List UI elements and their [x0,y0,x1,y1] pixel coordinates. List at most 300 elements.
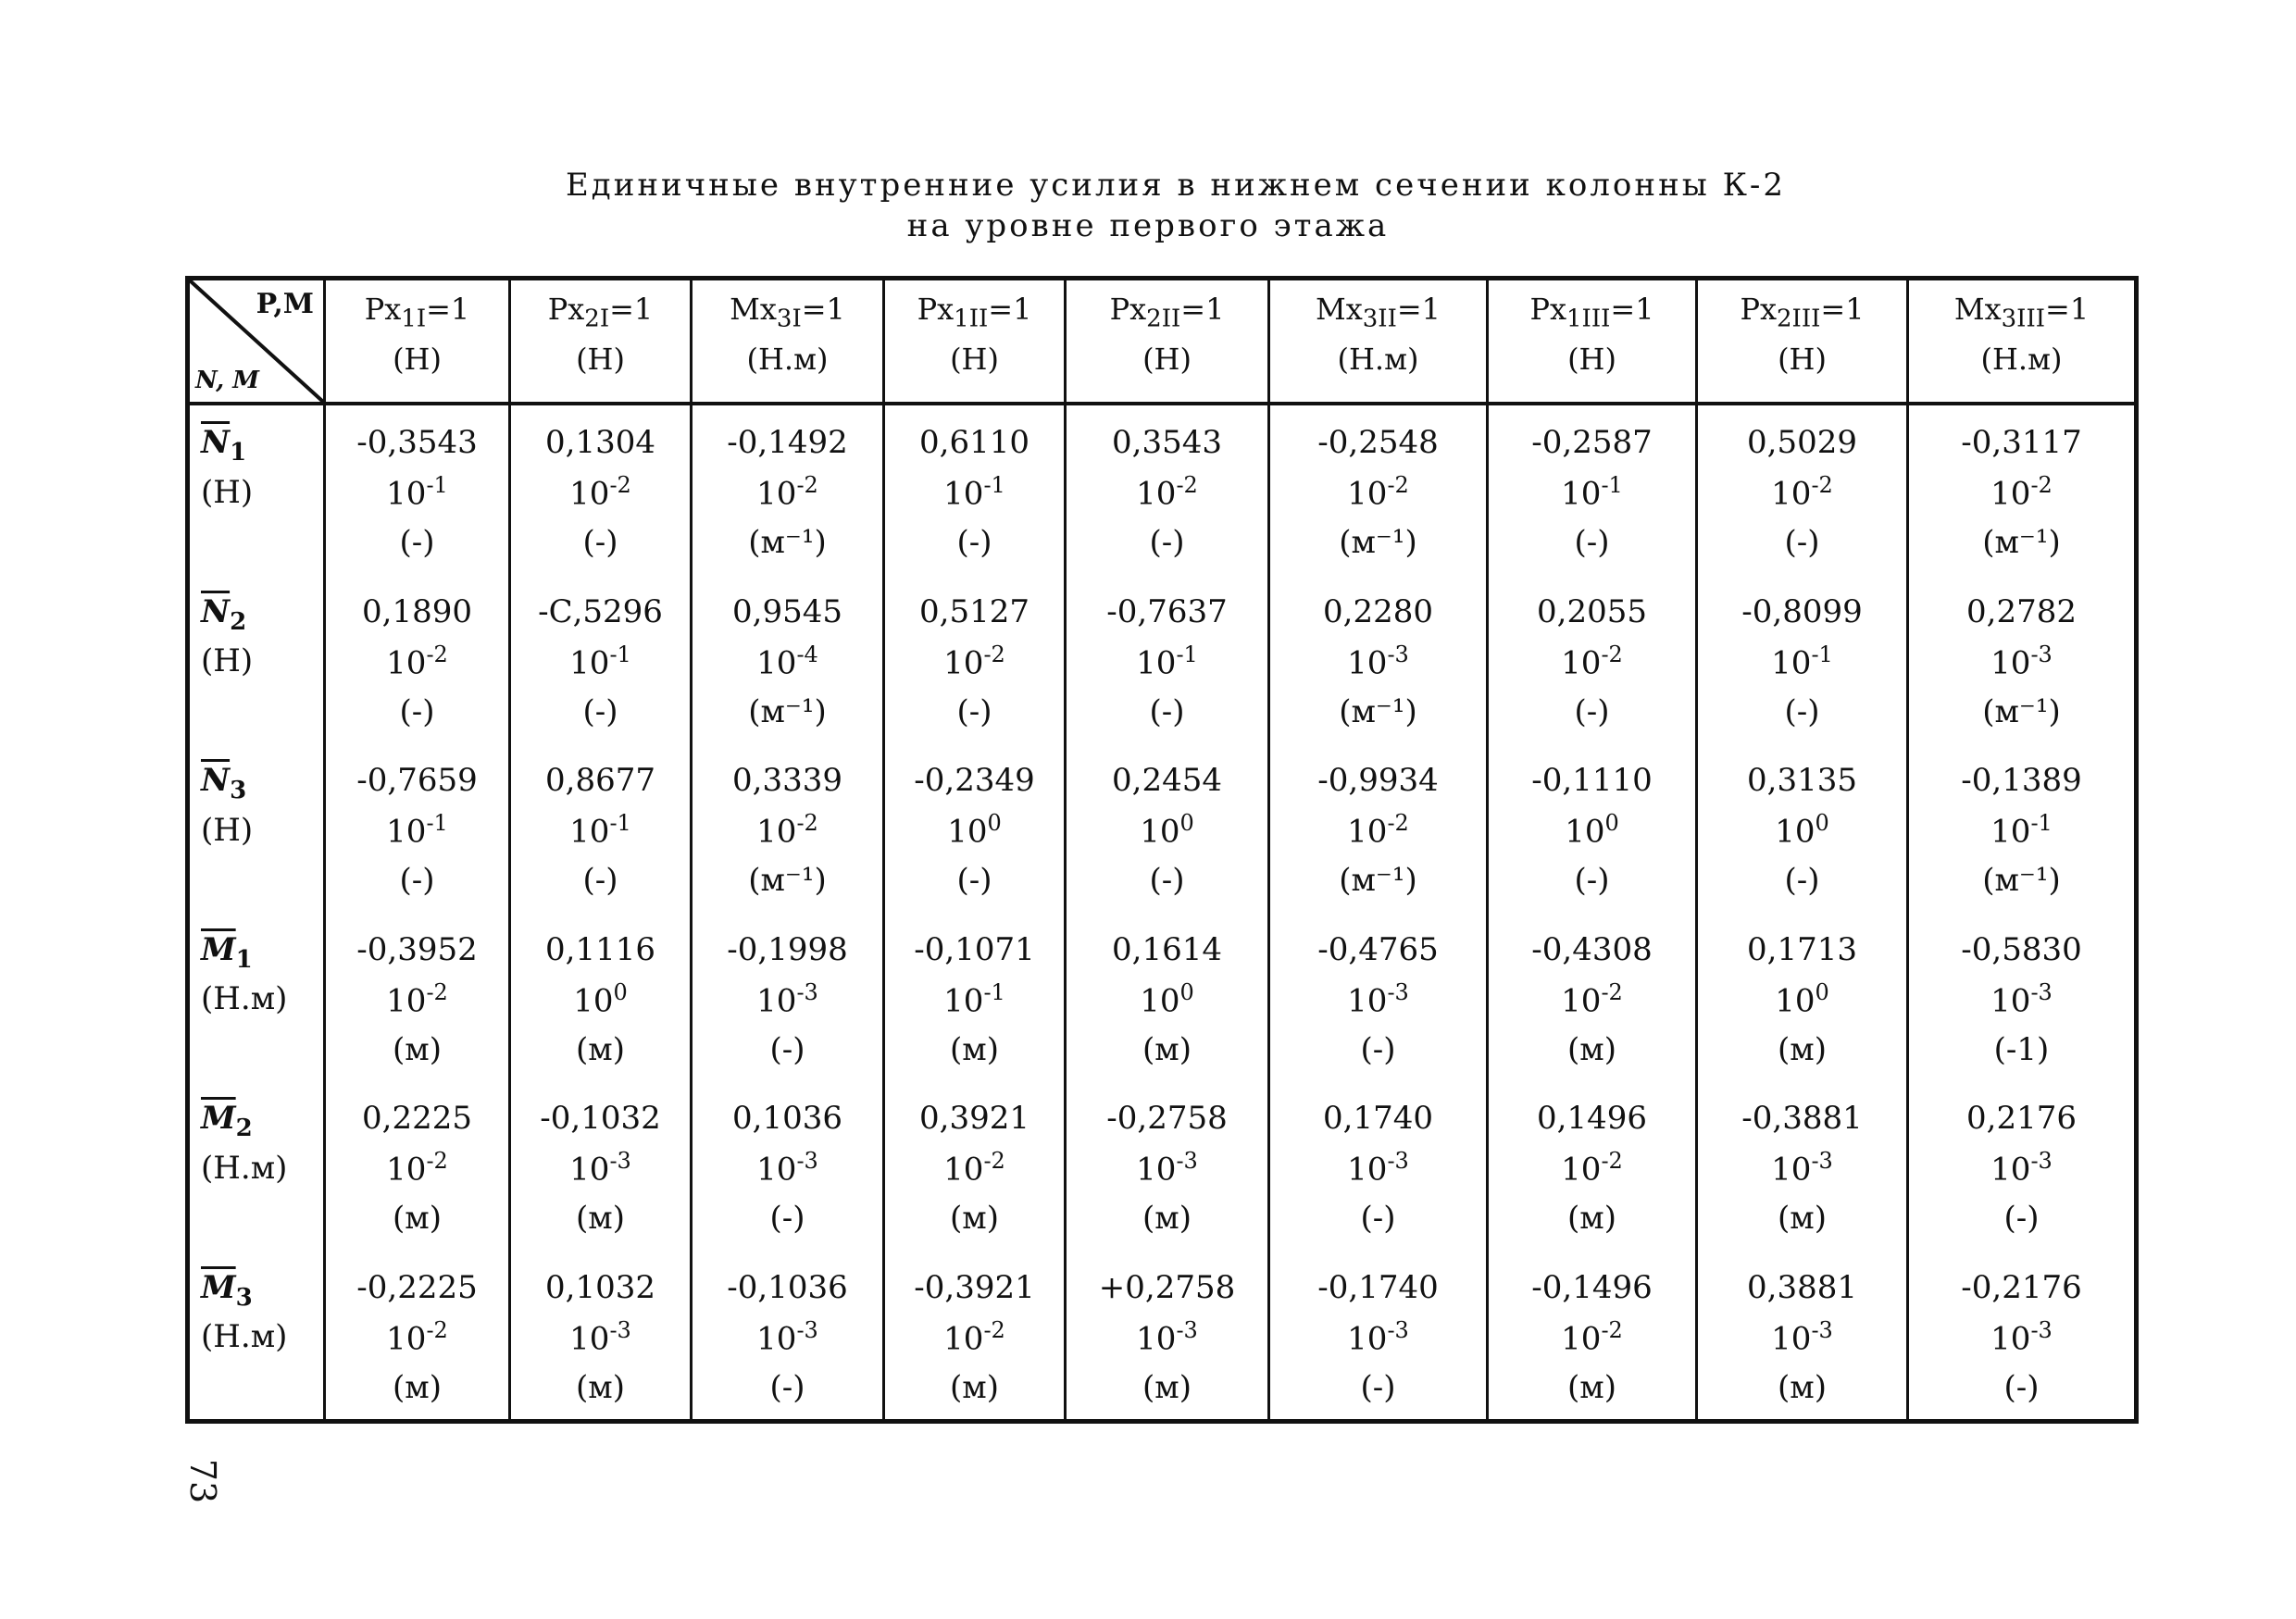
table-cell [1267,1251,1486,1420]
cell-multiplier [1067,468,1267,524]
cell-multiplier [511,806,690,862]
cell-multiplier [885,1144,1064,1200]
multiplier-exponent: -3 [796,1148,818,1174]
multiplier-base: 10 [943,1319,984,1357]
cell-multiplier [1067,806,1267,862]
row-symbol [201,1100,323,1142]
row-symbol [201,593,323,636]
cell-value: -0,3881 [1741,1100,1863,1137]
multiplier-exponent: -2 [983,641,1005,667]
title-line-1: Единичные внутренние усилия в нижнем сечении колонны К-2 [565,167,1787,204]
table-cell [1064,1081,1267,1251]
table-cell [690,1251,882,1420]
table-cell [1486,405,1695,575]
column-header-unit: (Н) [950,342,999,378]
multiplier-base: 10 [1561,981,1602,1019]
cell-value: 0,8677 [545,762,655,799]
multiplier-exponent: -3 [1811,1148,1833,1174]
multiplier-exponent: -3 [796,978,818,1005]
multiplier-exponent: -2 [1387,810,1409,836]
cell-dimension: (-) [1784,692,1820,730]
row-unit: (Н) [201,642,254,680]
multiplier-exponent: -3 [1176,1148,1198,1174]
cell-multiplier [511,638,690,693]
column-header [1695,280,1906,405]
multiplier-exponent: -2 [609,472,631,498]
multiplier-base: 10 [1771,1151,1812,1189]
table-cell [1906,1081,2134,1251]
multiplier-base: 10 [1565,813,1605,851]
cell-dimension: (-) [1784,524,1820,561]
load-symbol: Px [1109,292,1147,327]
multiplier-exponent: -1 [983,472,1005,498]
multiplier-exponent: -2 [1601,1148,1623,1174]
cell-value: 0,1032 [545,1268,655,1306]
cell-dimension: (-) [2003,1200,2040,1237]
load-symbol: Px [547,292,585,327]
load-subscript: 2II [1146,305,1181,333]
cell-value: 0,3543 [1112,424,1222,461]
table-cell [882,575,1064,744]
cell-value: -0,1071 [914,930,1035,968]
table-cell [323,1081,508,1251]
cell-dimension: (м⁻¹) [1339,862,1417,899]
multiplier-exponent: -2 [1601,978,1623,1005]
cell-multiplier [885,806,1064,862]
cell-dimension: (м) [1778,1030,1827,1068]
multiplier-base: 10 [1561,1151,1602,1189]
table-cell [1906,913,2134,1082]
cell-multiplier [1698,638,1906,693]
cell-multiplier [885,976,1064,1031]
cell-multiplier [693,1144,882,1200]
multiplier-exponent: 0 [1179,810,1194,836]
table-cell [508,743,690,913]
cell-value: -0,1036 [727,1268,848,1306]
cell-value: 0,1614 [1112,930,1222,968]
multiplier-base: 10 [1561,475,1602,513]
column-header [1267,280,1486,405]
cell-dimension: (м) [1567,1030,1616,1068]
cell-dimension: (м) [1142,1368,1192,1406]
multiplier-exponent: 0 [987,810,1002,836]
cell-multiplier [885,638,1064,693]
table-cell [1267,913,1486,1082]
multiplier-exponent: -2 [426,1316,448,1343]
cell-value: -0,1998 [727,930,848,968]
cell-value: -0,4308 [1531,930,1653,968]
multiplier-base: 10 [1347,643,1388,681]
table-cell [690,913,882,1082]
cell-value: 0,5029 [1747,424,1857,461]
cell-dimension: (-) [1360,1368,1396,1406]
load-subscript: 2III [1777,305,1821,333]
table-cell [323,1251,508,1420]
row-symbol-index: 1 [230,438,247,467]
load-symbol: Px [1740,292,1778,327]
cell-multiplier [1489,806,1695,862]
cell-dimension: (-) [1574,524,1610,561]
table-cell [1064,575,1267,744]
cell-value: 0,2782 [1966,592,2077,630]
cell-value: 0,1116 [545,930,655,968]
row-label [190,1251,323,1420]
cell-multiplier [1698,1314,1906,1369]
multiplier-base: 10 [1136,1319,1177,1357]
row-symbol-letter: $\overline{N}$ [201,762,231,799]
load-symbol: Mx [1315,292,1363,327]
cell-dimension: (м) [950,1368,999,1406]
cell-multiplier [326,1144,508,1200]
column-header-load [326,292,508,332]
column-header-unit: (Н.м) [1337,342,1419,378]
multiplier-base: 10 [1347,1319,1388,1357]
cell-dimension: (-) [1149,692,1185,730]
cell-multiplier [1909,638,2134,693]
table-cell [508,913,690,1082]
cell-value: -0,1496 [1531,1268,1653,1306]
column-header [1486,280,1695,405]
cell-dimension: (м) [1567,1200,1616,1237]
table-cell [323,405,508,575]
row-unit: (Н.м) [201,1318,288,1356]
cell-multiplier [1909,806,2134,862]
cell-dimension: (м) [950,1200,999,1237]
corner-label-loads: P,M [256,288,314,320]
cell-value: 0,1713 [1747,930,1857,968]
column-header [690,280,882,405]
multiplier-base: 10 [756,475,797,513]
cell-dimension: (м) [393,1030,442,1068]
column-header [508,280,690,405]
cell-dimension: (-) [1784,862,1820,899]
column-header-load [1698,292,1906,332]
load-equals: =1 [2045,292,2090,327]
multiplier-base: 10 [573,981,614,1019]
multiplier-base: 10 [386,1151,427,1189]
cell-value: -0,7659 [356,762,478,799]
cell-multiplier [1270,806,1486,862]
cell-multiplier [693,638,882,693]
table-cell [1064,1251,1267,1420]
multiplier-exponent: -1 [609,641,631,667]
column-header-unit: (Н.м) [746,342,829,378]
multiplier-base: 10 [1771,1319,1812,1357]
load-equals: =1 [1396,292,1441,327]
cell-dimension: (-) [1360,1200,1396,1237]
multiplier-base: 10 [386,475,427,513]
table-cell [882,913,1064,1082]
cell-value: 0,6110 [919,424,1029,461]
cell-value: -0,1110 [1531,762,1653,799]
cell-multiplier [1067,976,1267,1031]
multiplier-base: 10 [386,643,427,681]
multiplier-base: 10 [1771,643,1812,681]
multiplier-exponent: -3 [1176,1316,1198,1343]
cell-multiplier [1489,638,1695,693]
cell-value: -0,4765 [1317,930,1439,968]
cell-multiplier [693,806,882,862]
cell-value: -0,2176 [1961,1268,2082,1306]
cell-value: 0,1890 [362,592,472,630]
column-header-unit: (Н) [1567,342,1616,378]
multiplier-exponent: -4 [796,641,818,667]
cell-multiplier [1698,468,1906,524]
multiplier-exponent: -1 [2030,810,2053,836]
cell-value: 0,1496 [1537,1100,1647,1137]
multiplier-base: 10 [756,813,797,851]
load-symbol: Px [1529,292,1567,327]
multiplier-exponent: -3 [609,1316,631,1343]
cell-dimension: (м⁻¹) [748,524,827,561]
table-cell [1064,405,1267,575]
multiplier-base: 10 [1140,813,1180,851]
table-cell [1267,1081,1486,1251]
table-cell [1695,405,1906,575]
cell-multiplier [1270,468,1486,524]
cell-dimension: (м⁻¹) [1339,524,1417,561]
cell-multiplier [1909,1144,2134,1200]
multiplier-base: 10 [1771,475,1812,513]
cell-value: -0,2225 [356,1268,478,1306]
multiplier-exponent: -1 [426,472,448,498]
cell-multiplier [326,638,508,693]
cell-dimension: (м) [1778,1200,1827,1237]
cell-multiplier [326,468,508,524]
row-symbol-index: 2 [230,607,247,636]
row-symbol-index: 3 [230,776,247,804]
multiplier-base: 10 [1990,1151,2031,1189]
cell-value: 0,3921 [919,1100,1029,1137]
column-header [882,280,1064,405]
cell-value: -0,3921 [914,1268,1035,1306]
multiplier-exponent: -2 [426,978,448,1005]
table-cell [508,405,690,575]
cell-value: 0,2055 [1537,592,1647,630]
table-cell [1906,405,2134,575]
multiplier-exponent: -2 [1601,641,1623,667]
page-title [0,165,2296,246]
forces-table [185,276,2139,1424]
cell-value: 0,3135 [1747,762,1857,799]
table-cell [690,405,882,575]
table-cell [1486,743,1695,913]
load-symbol: Px [917,292,955,327]
table-cell [690,575,882,744]
column-header-load [693,292,882,332]
cell-dimension: (м⁻¹) [1982,862,2061,899]
row-symbol [201,1269,323,1312]
cell-multiplier [1067,638,1267,693]
cell-dimension: (-) [1360,1030,1396,1068]
row-symbol-letter: $\overline{N}$ [201,424,231,461]
multiplier-exponent: -2 [1601,1316,1623,1343]
cell-multiplier [1270,976,1486,1031]
row-label [190,1081,323,1251]
table-cell [882,405,1064,575]
row-symbol-letter: $\overline{M}$ [201,1100,236,1137]
cell-value: 0,1304 [545,424,655,461]
multiplier-base: 10 [1990,1319,2031,1357]
multiplier-exponent: -2 [2030,472,2053,498]
row-symbol-letter: $\overline{M}$ [201,1268,236,1306]
cell-dimension: (-) [2003,1368,2040,1406]
multiplier-exponent: -2 [1176,472,1198,498]
row-unit: (Н.м) [201,1149,288,1187]
cell-value: -0,3117 [1961,424,2082,461]
multiplier-base: 10 [943,475,984,513]
cell-value: -С,5296 [538,592,663,630]
row-unit: (Н.м) [201,980,288,1018]
load-symbol: Mx [730,292,777,327]
cell-value: 0,3339 [732,762,842,799]
multiplier-exponent: -3 [2030,641,2053,667]
multiplier-exponent: -3 [1387,978,1409,1005]
cell-dimension: (м) [1778,1368,1827,1406]
multiplier-exponent: -1 [426,810,448,836]
multiplier-exponent: 0 [1815,978,1829,1005]
load-equals: =1 [426,292,470,327]
column-header-unit: (Н) [576,342,625,378]
cell-value: -0,2548 [1317,424,1439,461]
table-cell [882,1251,1064,1420]
table-cell [1486,913,1695,1082]
multiplier-base: 10 [1561,1319,1602,1357]
multiplier-exponent: -3 [609,1148,631,1174]
column-header-load [1489,292,1695,332]
load-subscript: 3I [776,305,802,333]
multiplier-exponent: 0 [1604,810,1619,836]
cell-multiplier [1270,638,1486,693]
cell-value: 0,5127 [919,592,1029,630]
table-cell [323,575,508,744]
cell-multiplier [1489,976,1695,1031]
column-header-load [885,292,1064,332]
multiplier-exponent: 0 [1815,810,1829,836]
multiplier-base: 10 [1347,1151,1388,1189]
table-cell [508,1251,690,1420]
cell-value: 0,2280 [1323,592,1433,630]
multiplier-exponent: -3 [796,1316,818,1343]
multiplier-exponent: -3 [1387,1148,1409,1174]
multiplier-base: 10 [1347,813,1388,851]
load-subscript: 1III [1566,305,1611,333]
load-subscript: 2I [584,305,610,333]
multiplier-base: 10 [569,1151,610,1189]
table-cell [508,1081,690,1251]
cell-multiplier [885,1314,1064,1369]
row-label [190,913,323,1082]
cell-multiplier [1698,1144,1906,1200]
cell-value: -0,2758 [1106,1100,1228,1137]
table-cell [1906,743,2134,913]
cell-value: -0,1492 [727,424,848,461]
cell-dimension: (-) [1574,692,1610,730]
cell-value: 0,2225 [362,1100,472,1137]
cell-dimension: (м) [576,1200,625,1237]
table-cell [1486,575,1695,744]
multiplier-exponent: 0 [613,978,628,1005]
load-subscript: 1II [954,305,989,333]
multiplier-exponent: -1 [983,978,1005,1005]
row-symbol-letter: $\overline{N}$ [201,592,231,630]
multiplier-exponent: -2 [1811,472,1833,498]
row-symbol-index: 3 [235,1283,253,1312]
cell-value: -0,8099 [1741,592,1863,630]
row-unit: (Н) [201,811,254,849]
cell-multiplier [693,976,882,1031]
multiplier-exponent: -3 [2030,978,2053,1005]
cell-dimension: (-) [956,692,992,730]
table-cell [1695,1081,1906,1251]
cell-multiplier [1489,1314,1695,1369]
cell-dimension: (-) [769,1368,805,1406]
multiplier-exponent: -1 [1601,472,1623,498]
multiplier-exponent: -2 [1387,472,1409,498]
cell-multiplier [1489,1144,1695,1200]
multiplier-base: 10 [1347,981,1388,1019]
multiplier-base: 10 [569,643,610,681]
multiplier-base: 10 [1136,643,1177,681]
cell-multiplier [1698,806,1906,862]
multiplier-exponent: -1 [1176,641,1198,667]
cell-multiplier [1270,1144,1486,1200]
multiplier-base: 10 [386,813,427,851]
cell-dimension: (-) [399,524,435,561]
cell-multiplier [326,1314,508,1369]
cell-dimension: (м) [950,1030,999,1068]
multiplier-base: 10 [947,813,988,851]
multiplier-exponent: -2 [983,1316,1005,1343]
table-corner-header [190,280,323,405]
cell-dimension: (м⁻¹) [1339,692,1417,730]
table-cell [323,743,508,913]
cell-multiplier [1067,1314,1267,1369]
cell-dimension: (м⁻¹) [748,692,827,730]
cell-multiplier [1698,976,1906,1031]
column-header-unit: (Н.м) [1980,342,2063,378]
cell-multiplier [511,1144,690,1200]
table-cell [1695,743,1906,913]
multiplier-base: 10 [1561,643,1602,681]
cell-multiplier [1909,976,2134,1031]
cell-dimension: (-) [769,1200,805,1237]
multiplier-base: 10 [1347,475,1388,513]
cell-dimension: (м) [576,1368,625,1406]
cell-multiplier [1067,1144,1267,1200]
cell-value: -0,1740 [1317,1268,1439,1306]
multiplier-exponent: -3 [2030,1148,2053,1174]
multiplier-base: 10 [756,981,797,1019]
cell-value: -0,5830 [1961,930,2082,968]
cell-value: -0,7637 [1106,592,1228,630]
column-header-load [1067,292,1267,332]
column-header [323,280,508,405]
multiplier-base: 10 [1990,475,2031,513]
cell-dimension: (м⁻¹) [1982,692,2061,730]
cell-dimension: (м⁻¹) [1982,524,2061,561]
multiplier-base: 10 [1140,981,1180,1019]
multiplier-exponent: -2 [796,472,818,498]
row-symbol [201,931,323,974]
cell-value: 0,1036 [732,1100,842,1137]
table-cell [690,1081,882,1251]
table-cell [1906,575,2134,744]
row-label [190,575,323,744]
cell-dimension: (-) [956,524,992,561]
page-number: 73 [182,1458,224,1504]
corner-label-forces: N, M [195,367,259,394]
